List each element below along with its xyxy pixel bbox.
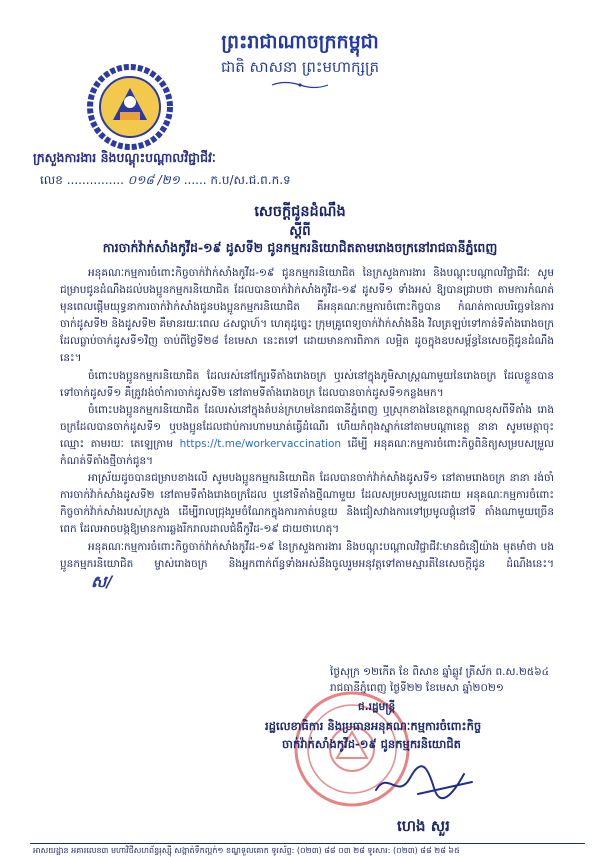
lunar-date: ថ្ងៃសុក្រ ១២កើត ខែ ពិសាខ ឆ្នាំឆ្លូវ ត្រីស័ក ព.ស.២៥៦៤: [330, 666, 550, 678]
paragraph-5: [60, 539, 554, 593]
kingdom-heading: ព្រះរាជាណាចក្រកម្ពុជា: [221, 31, 379, 53]
ministry-logo-icon: [83, 62, 178, 152]
reference-line: លេខ ............... ០១៨ /២១ ...... ក.ប/ស.ជ.ព.ក.ទ: [40, 173, 291, 187]
footer-address: អាសយដ្ឋាន អគារលេខ៣ មហាវិថីសហព័ន្ធរុស្ស៊ី សង្កាត់ទឹកល្អក់១ ខណ្ឌទួលគោក ទូរស័ព្ទ: (០២៣) ៨៨ ០៣ ២៨ ទូរសារ: (០២៣) ៨៨ ២៨ ៦៥: [33, 846, 460, 855]
telegram-link[interactable]: https://t.me/workervaccination: [179, 437, 342, 450]
paragraph-3-tail: ដើម្បី អនុគណៈកម្មការចំពោះកិច្ចពិនិត្យសម្របសម្រួលកំណត់ទីតាំងថ្មីចាក់ជូន។: [60, 437, 554, 468]
ornament-divider-icon: [270, 80, 330, 90]
paragraph-4: អាស្រ័យដូចបានជម្រាបខាងលើ សូមបងប្អូនកម្មករនិយោជិត ដែលបានចាក់វ៉ាក់សាំងដូសទី១ នៅតាមរោងចក្រ នានា រង់ចាំការចាក់វ៉ាក់សាំងដូសទី២ នៅតាមទីតាំងរោងចក្រដែល ឬនៅទីតាំងថ្មីណាមួយ ដែលសម្របសម្រួលដោយ អនុគណៈកម្មការចំពោះកិច្ចចាក់វ៉ាក់សាំងរបស់ក្រសួង ដើម្បីរាលជ្រុងរួមចំណែកក្នុងការកាត់បន្ថយ និងជៀសវាងការទៅប្រមូលផ្តុំនៅទី តាំងណាមួយច្រើនពេក ដែលអាចបង្កឱ្យមានការឆ្លងរីករាលដាលជំងឺកូវីដ-១៩ ជាយថាហេតុ។: [60, 472, 554, 536]
national-motto: ជាតិ សាសនា ព្រះមហាក្សត្រ: [220, 58, 380, 76]
initial-mark: ស/: [91, 571, 113, 591]
paragraph-3: [60, 402, 554, 470]
reference-code: ក.ប/ស.ជ.ព.ក.ទ: [210, 173, 291, 187]
footer-divider: [30, 843, 585, 844]
paragraph-3-text: ចំពោះបងប្អូនកម្មករនិយោជិត ដែលរស់នៅក្នុងតំបន់ក្រហមនៃរាជធានីភ្នំពេញ ឬស្រុកខាងនៃខេត្តកណ្តាលខុសពីទីតាំង រោងចក្រដែលបានចាក់ដូសទី១ ឬបងប្អូនដែលជាប់ការហាមឃាត់ធ្វើដំណើរ ហើយកំពុងស្នាក់នៅតាមបណ្តាខេត្ត នានា សូមមេត្តាចុះឈ្មោះ តាមរយៈ តេឡេក្រាម: [60, 403, 554, 450]
notice-body: [60, 265, 554, 593]
on-behalf-label: ជ.រដ្ឋមន្ត្រី: [358, 701, 396, 713]
solar-date: រាជធានីភ្នំពេញ ថ្ងៃទី២២ ខែមេសា ឆ្នាំ២០២១: [330, 682, 504, 694]
signer-title-line-1: រដ្ឋលេខាធិការ និងប្រធានអនុគណៈកម្មការចំពោះកិច្ច: [265, 719, 482, 733]
paragraph-2: ចំពោះបងប្អូនកម្មករនិយោជិត ដែលរស់នៅក្បែរទីតាំងរោងចក្រ ឬរស់នៅក្នុងភូមិសាស្ត្រណាមួយនៃរោងចក្រ ដែលខ្លួនបានទៅចាក់ដូសទី១ គឺត្រូវរង់ចាំការចាក់ដូសទី២ នៅតាមទីតាំងរោងចក្រ ដែលបានចាក់ដូសទី១កន្លងមក។: [60, 369, 554, 399]
paragraph-5-text: អនុគណៈកម្មការចំពោះកិច្ចចាក់វ៉ាក់សាំងកូវីដ-១៩ នៃក្រសួងការងារ និងបណ្តុះបណ្តាលវិជ្ជាជីវៈមានជំនឿយ៉ាង មុតមាំថា បងប្អូនកម្មករនិយោជិត ម្ចាស់រោងចក្រ និងអ្នកពាក់ព័ន្ធទាំងអស់នឹងចូលរួមអនុវត្តទៅតាមស្មារតីនៃសេចក្តីជូន ដំណឹងនេះ។: [60, 540, 554, 570]
signer-title-line-2: ចាក់វ៉ាក់សាំងកូវីដ-១៩ ជូនកម្មករនិយោជិត: [282, 737, 461, 751]
paragraph-1: អនុគណៈកម្មការចំពោះកិច្ចចាក់វ៉ាក់សាំងកូវីដ-១៩ ជូនកម្មករនិយោជិត នៃក្រសួងការងារ និងបណ្តុះបណ្តាលវិជ្ជាជីវៈ សូមជម្រាបជូនដំណឹងដល់បងប្អូនកម្មករនិយោជិត ដែលបានចាក់វ៉ាក់សាំងកូវីដ-១៩ ដូសទី១ ទាំងអស់ ឱ្យបានជ្រាបថា តាមការកំណត់មុនពេលផ្តើមយុទ្ធនាការចាក់វ៉ាក់សាំងជូនបងប្អូនកម្មករនិយោជិត គឺអនុគណៈកម្មការចំពោះកិច្ចបាន កំណត់កាលបរិច្ឆេទនៃការចាក់ដូសទី២ និងដូសទី២ គឺមានរយៈពេល ៤សប្តាហ៍។ ហេតុដូច្នេះ ក្រុមគ្រូពេទ្យចាក់វ៉ាក់សាំងនឹង វិលត្រឡប់ទៅកាន់ទីតាំងរោងចក្រ ដែលធ្លាប់ចាក់ដូសទី១វិញ ចាប់ពីថ្ងៃទី២៨ ខែមេសា នេះតទៅ ដោយមានការពិភាក លម្អិត ដូចក្នុងឧបសម្ព័ន្ធនៃសេចក្តីជូនដំណឹងនេះ។: [60, 267, 554, 365]
ministry-name: ក្រសួងការងារ និងបណ្តុះបណ្តាលវិជ្ជាជីវៈ: [33, 150, 216, 165]
handwritten-signature-icon: [368, 760, 478, 805]
notice-subject-label: ស្តីពី: [289, 223, 311, 239]
reference-suffix: /២១: [157, 173, 180, 187]
notice-title: សេចក្តីជូនដំណឹង: [254, 204, 346, 220]
signer-name: ហេង សួរ: [397, 817, 450, 835]
reference-prefix: លេខ: [40, 173, 63, 187]
reference-number: ០១៨: [127, 173, 154, 187]
notice-subject: ការចាក់វ៉ាក់សាំងកូវីដ-១៩ ដូសទី២ ជូនកម្មករនិយោជិតតាមរោងចក្រនៅរាជធានីភ្នំពេញ: [102, 240, 498, 255]
